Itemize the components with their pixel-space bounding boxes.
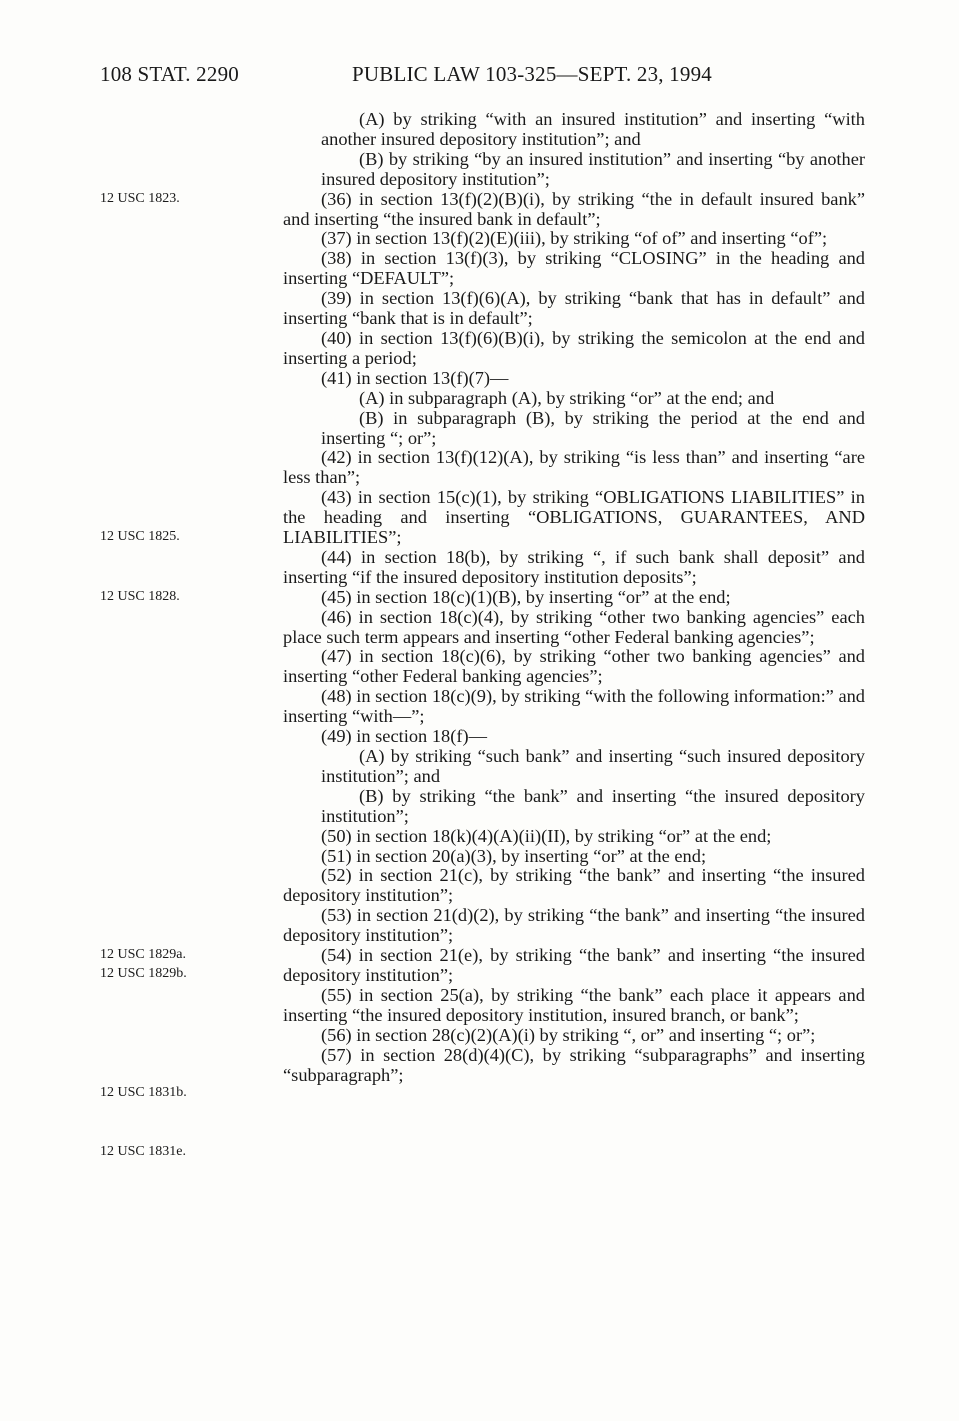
amendment-subparagraph: (A) in subparagraph (A), by striking “or” at the end; and [359,387,775,408]
page-stat-number: 108 STAT. 2290 [100,62,239,86]
amendment-subparagraph: (B) in subparagraph (B), by striking the period at the end and inserting “; or”; [321,407,865,448]
amendment-paragraph: (54) in section 21(e), by striking “the bank” and inserting “the insured depository institution”; [283,945,865,985]
amendment-paragraph: (36) in section 13(f)(2)(B)(i), by striking “the in default insured bank” and inserting “the insured bank in default”; [283,188,865,229]
amendment-paragraph: (42) in section 13(f)(12)(A), by striking “is less than” and inserting “are less than”; [283,447,865,488]
amendment-paragraph: (47) in section 18(c)(6), by striking “other two banking agencies” and inserting “other Federal banking agencies”; [283,646,865,687]
amendment-paragraph: (45) in section 18(c)(1)(B), by inserting “or” at the end; [321,586,731,607]
statute-body [283,110,865,1085]
amendment-paragraph: (50) in section 18(k)(4)(A)(ii)(II), by striking “or” at the end; [321,825,772,846]
amendment-paragraph: (51) in section 20(a)(3), by inserting “or” at the end; [321,845,707,866]
amendment-paragraph: (41) in section 13(f)(7)— [321,367,509,388]
margin-citation: 12 USC 1829b. [100,966,187,981]
amendment-paragraph: (52) in section 21(c), by striking “the bank” and inserting “the insured depository institution”; [283,865,865,906]
amendment-paragraph: (37) in section 13(f)(2)(E)(iii), by striking “of of” and inserting “of”; [321,228,828,249]
margin-citation: 12 USC 1825. [100,529,180,544]
amendment-paragraph: (55) in section 25(a), by striking “the bank” each place it appears and inserting “the insured depository institution, insured branch, or bank”; [283,984,865,1025]
amendment-subparagraph: (B) by striking “the bank” and inserting “the insured depository institution”; [321,785,865,826]
amendment-paragraph: (44) in section 18(b), by striking “, if such bank shall deposit” and inserting “if the insured depository institution deposits”; [283,546,865,587]
amendment-paragraph: (56) in section 28(c)(2)(A)(i) by striking “, or” and inserting “; or”; [321,1024,816,1045]
margin-citation: 12 USC 1828. [100,589,180,604]
margin-citation: 12 USC 1829a. [100,947,186,962]
amendment-paragraph: (38) in section 13(f)(3), by striking “CLOSING” in the heading and inserting “DEFAULT”; [283,248,865,289]
amendment-paragraph: (46) in section 18(c)(4), by striking “other two banking agencies” each place such term appears and inserting “other Federal banking agencies”; [283,606,865,647]
amendment-paragraph: (48) in section 18(c)(9), by striking “with the following information:” and inserting “with—”; [283,686,865,727]
margin-citation: 12 USC 1823. [100,191,180,206]
margin-citation: 12 USC 1831e. [100,1144,186,1159]
amendment-subparagraph: (A) by striking “such bank” and inserting “such insured depository institution”; and [321,746,865,786]
amendment-paragraph: (53) in section 21(d)(2), by striking “the bank” and inserting “the insured depository institution”; [283,905,865,946]
amendment-paragraph: (40) in section 13(f)(6)(B)(i), by striking the semicolon at the end and inserting a period; [283,327,865,368]
page-running-head: PUBLIC LAW 103-325—SEPT. 23, 1994 [352,62,712,86]
amendment-subparagraph: (A) by striking “with an insured institution” and inserting “with another insured depository institution”; and [321,109,865,149]
margin-citation: 12 USC 1831b. [100,1085,187,1100]
amendment-subparagraph: (B) by striking “by an insured institution” and inserting “by another insured depository institution”; [321,148,865,189]
amendment-paragraph: (57) in section 28(d)(4)(C), by striking “subparagraphs” and inserting “subparagraph”; [283,1044,865,1085]
amendment-paragraph: (39) in section 13(f)(6)(A), by striking “bank that has in default” and inserting “bank that is in default”; [283,288,865,329]
amendment-paragraph: (49) in section 18(f)— [321,726,487,747]
amendment-paragraph: (43) in section 15(c)(1), by striking “OBLIGATIONS LIABILITIES” in the heading and inserting “OBLIGATIONS, GUARANTEES, AND LIABILITIES”; [283,487,865,548]
